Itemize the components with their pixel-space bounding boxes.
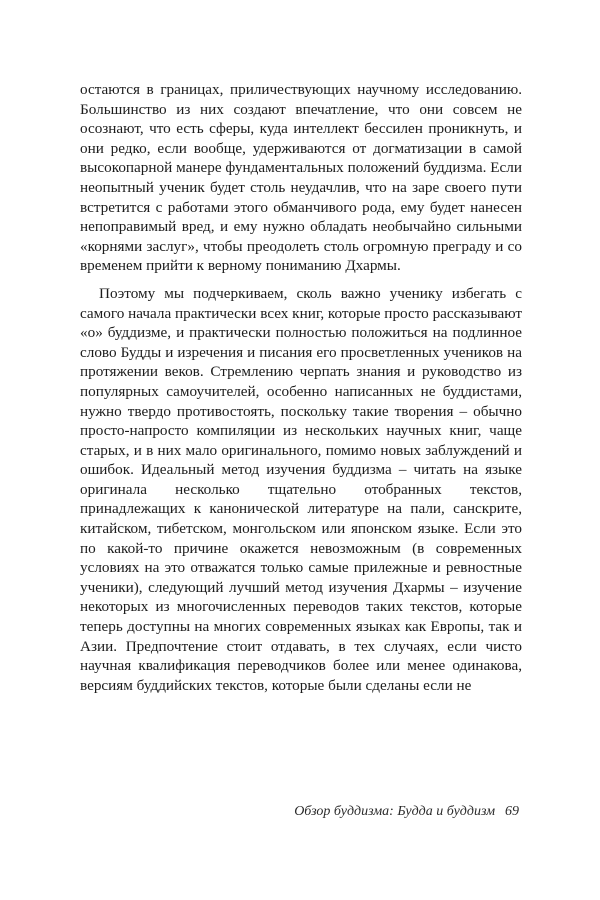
running-title: Обзор буддизма: Будда и буддизм xyxy=(294,804,495,819)
paragraph-1: остаются в границах, приличествующих научному исследованию. Большинство из них создают впечатление, что они совсем не осознают, что есть сферы, куда интеллект бессилен проникнуть, и они редко, если вообще, удерживаются от догматизации в самой высокопарной манере фундаментальных положений буддизма. Если неопытный ученик будет столь неудачлив, что на заре своего пути встретится с работами этого обманчивого рода, ему будет нанесен непоправимый вред, и ему нужно обладать необычайно сильными «корнями заслуг», чтобы преодолеть столь огромную преграду и со временем прийти к верному пониманию Дхармы. xyxy=(80,81,522,275)
body-text xyxy=(80,80,522,695)
paragraph-2: Поэтому мы подчеркиваем, сколь важно ученику избегать с самого начала практически всех книг, которые просто рассказывают «о» буддизме, и практически полностью положиться на подлинное слово Будды и изречения и писания его просветленных учеников на протяжении веков. Стремлению черпать знания и руководство из популярных самоучителей, особенно написанных не буддистами, нужно твердо противостоять, поскольку такие творения – обычно просто-напросто компиляции из нескольких научных книг, чаще старых, и в них мало оригинального, помимо новых заблуждений и ошибок. Идеальный метод изучения буддизма – читать на языке оригинала несколько тщательно отобранных текстов, принадлежащих к канонической литературе на пали, санскрите, китайском, тибетском, монгольском или японском языке. Если это по какой-то причине окажется невозможным (в современных условиях на это отважатся только самые прилежные и ревностные ученики), следующий лучший метод изучения Дхармы – изучение некоторых из многочисленных переводов таких текстов, которые теперь доступны на многих современных языках как Европы, так и Азии. Предпочтение стоит отдавать, в тех случаях, если чисто научная квалификация переводчиков более или менее одинакова, версиям буддийских текстов, которые были сделаны если не xyxy=(80,284,522,694)
running-footer xyxy=(294,804,519,820)
page-number: 69 xyxy=(505,804,519,819)
